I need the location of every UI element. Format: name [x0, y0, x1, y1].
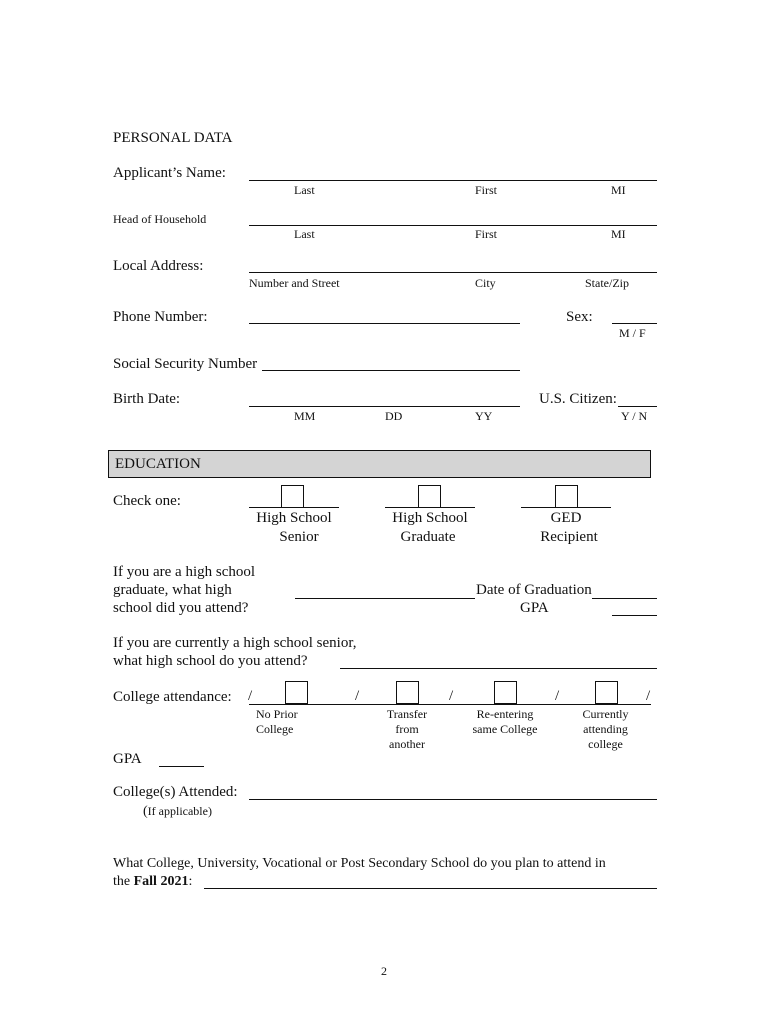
- grad-question-line-1: If you are a high school: [113, 564, 256, 580]
- head-of-household-field[interactable]: [249, 225, 657, 226]
- no-prior-college-checkbox[interactable]: [285, 681, 308, 704]
- hs-graduate-line: [385, 507, 475, 508]
- currently-caption-3: college: [588, 737, 623, 751]
- birth-date-field[interactable]: [249, 406, 520, 407]
- ssn-label: Social Security Number: [113, 356, 258, 372]
- check-one-label: Check one:: [113, 493, 181, 509]
- transfer-caption-2: from: [395, 722, 419, 736]
- current-high-school-field[interactable]: [340, 668, 657, 669]
- hs-senior-label-1: High School: [256, 510, 332, 526]
- date-of-graduation-label: Date of Graduation: [476, 582, 592, 598]
- address-city-caption: City: [475, 276, 496, 290]
- page-number: 2: [381, 964, 387, 978]
- hs-gpa-label: GPA: [520, 600, 549, 616]
- ged-recipient-line: [521, 507, 611, 508]
- colleges-attended-label: College(s) Attended:: [113, 784, 238, 800]
- high-school-attended-field[interactable]: [295, 598, 475, 599]
- ged-label-2: Recipient: [540, 529, 598, 545]
- re-entering-caption-1: Re-entering: [476, 707, 534, 721]
- us-citizen-label: U.S. Citizen:: [539, 391, 617, 407]
- senior-question-line-1: If you are currently a high school senior,: [113, 635, 357, 651]
- head-of-household-label: Head of Household: [113, 212, 207, 226]
- hs-gpa-field[interactable]: [612, 615, 657, 616]
- local-address-label: Local Address:: [113, 258, 204, 274]
- slash-3: /: [449, 688, 454, 704]
- sex-options-caption: M / F: [619, 326, 646, 340]
- local-address-field[interactable]: [249, 272, 657, 273]
- re-entering-checkbox[interactable]: [494, 681, 517, 704]
- household-last-caption: Last: [294, 227, 315, 241]
- hs-graduate-label-1: High School: [392, 510, 468, 526]
- applicant-mi-caption: MI: [611, 183, 626, 197]
- grad-question-line-3: school did you attend?: [113, 600, 249, 616]
- no-prior-caption-1: No Prior: [256, 707, 298, 721]
- slash-1: /: [248, 688, 253, 704]
- if-applicable-note: (If applicable): [143, 804, 212, 819]
- currently-caption-2: attending: [583, 722, 628, 736]
- hs-graduate-label-2: Graduate: [400, 529, 456, 545]
- address-statezip-caption: State/Zip: [585, 276, 629, 290]
- section-title-personal-data: PERSONAL DATA: [113, 130, 233, 146]
- transfer-checkbox[interactable]: [396, 681, 419, 704]
- colleges-attended-field[interactable]: [249, 799, 657, 800]
- college-attendance-label: College attendance:: [113, 689, 232, 705]
- address-street-caption: Number and Street: [249, 276, 340, 290]
- plan-question-line-1: What College, University, Vocational or Post Secondary School do you plan to attend in: [113, 856, 606, 871]
- college-gpa-field[interactable]: [159, 766, 204, 767]
- birth-dd-caption: DD: [385, 409, 403, 423]
- transfer-caption-3: another: [389, 737, 425, 751]
- section-title-education: EDUCATION: [115, 456, 201, 472]
- ged-recipient-checkbox[interactable]: [555, 485, 578, 508]
- birth-yy-caption: YY: [475, 409, 493, 423]
- currently-caption-1: Currently: [582, 707, 629, 721]
- ged-label-1: GED: [550, 510, 582, 526]
- household-first-caption: First: [475, 227, 498, 241]
- us-citizen-field[interactable]: [618, 406, 657, 407]
- date-of-graduation-field[interactable]: [592, 598, 657, 599]
- slash-5: /: [646, 688, 651, 704]
- college-gpa-label: GPA: [113, 751, 142, 767]
- slash-4: /: [555, 688, 560, 704]
- plan-school-field[interactable]: [204, 888, 657, 889]
- transfer-caption-1: Transfer: [386, 707, 428, 721]
- no-prior-caption-2: College: [256, 722, 294, 736]
- re-entering-caption-2: same College: [472, 722, 538, 736]
- birth-mm-caption: MM: [294, 409, 316, 423]
- hs-graduate-checkbox[interactable]: [418, 485, 441, 508]
- citizen-options-caption: Y / N: [621, 409, 648, 423]
- plan-question-line-2: the Fall 2021:: [113, 874, 193, 889]
- birth-date-label: Birth Date:: [113, 391, 181, 407]
- applicant-name-label: Applicant’s Name:: [113, 165, 226, 181]
- phone-number-label: Phone Number:: [113, 309, 208, 325]
- sex-label: Sex:: [566, 309, 593, 325]
- applicant-name-field[interactable]: [249, 180, 657, 181]
- applicant-last-caption: Last: [294, 183, 315, 197]
- applicant-first-caption: First: [475, 183, 498, 197]
- phone-number-field[interactable]: [249, 323, 520, 324]
- senior-question-line-2: what high school do you attend?: [113, 653, 308, 669]
- hs-senior-line: [249, 507, 339, 508]
- slash-2: /: [355, 688, 360, 704]
- currently-attending-checkbox[interactable]: [595, 681, 618, 704]
- household-mi-caption: MI: [611, 227, 626, 241]
- sex-field[interactable]: [612, 323, 657, 324]
- hs-senior-checkbox[interactable]: [281, 485, 304, 508]
- education-header-bar: [108, 450, 651, 478]
- hs-senior-label-2: Senior: [279, 529, 319, 545]
- ssn-field[interactable]: [262, 370, 520, 371]
- grad-question-line-2: graduate, what high: [113, 582, 232, 598]
